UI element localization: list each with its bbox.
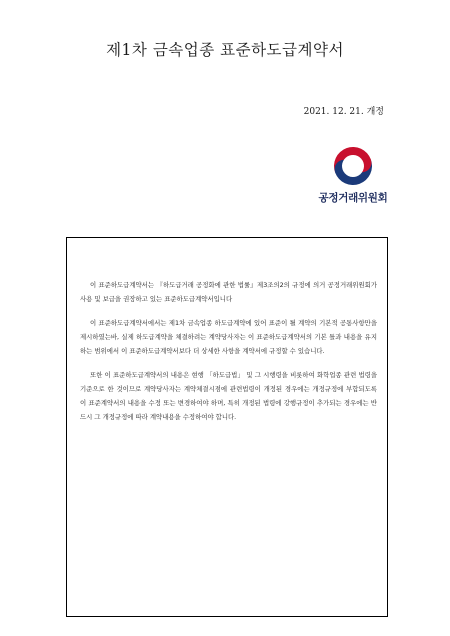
notice-paragraph-3: 또한 이 표준하도급계약서의 내용은 현행 「하도급법」 및 그 시행령을 비롯하여 화학업종 관련 법령을 기준으로 한 것이므로 계약당사자는 계약체결시점에 관련법령이 개정된 경우에는 개정규정에 부합되도록 이 표준계약서의 내용을 수정 또는 변경하여야 하며, 특히 개정된 법령에 강행규정이 추가되는 경우에는 반드시 그 개정규정에 따라 계약내용을 수정하여야 합니다. <box>80 371 377 421</box>
notice-box <box>66 237 388 617</box>
notice-paragraph-2: 이 표준하도급계약서에서는 제1차 금속업종 하도급계약에 있어 표준이 될 계약의 기본적 공통사항만을 제시하였는바, 실제 하도급계약을 체결하려는 계약당사자는 이 표준하도급계약서의 기본 틀과 내용을 유지하는 범위에서 이 표준하도급계약서보다 더 상세한 사항을 계약서에 규정할 수 있습니다. <box>80 319 377 355</box>
revision-date: 2021. 12. 21. 개정 <box>303 107 384 117</box>
document-title: 제1차 금속업종 표준하도급계약서 <box>106 41 344 59</box>
ftc-logo-text: 공정거래위원회 <box>318 192 388 204</box>
notice-paragraph-1: 이 표준하도급계약서는 『하도급거래 공정화에 관한 법률』제3조의2의 규정에 의거 공정거래위원회가 사용 및 보급을 권장하고 있는 표준하도급계약서입니다 <box>80 281 377 303</box>
ftc-logo <box>308 146 398 205</box>
taegeuk-emblem-icon <box>333 146 373 186</box>
